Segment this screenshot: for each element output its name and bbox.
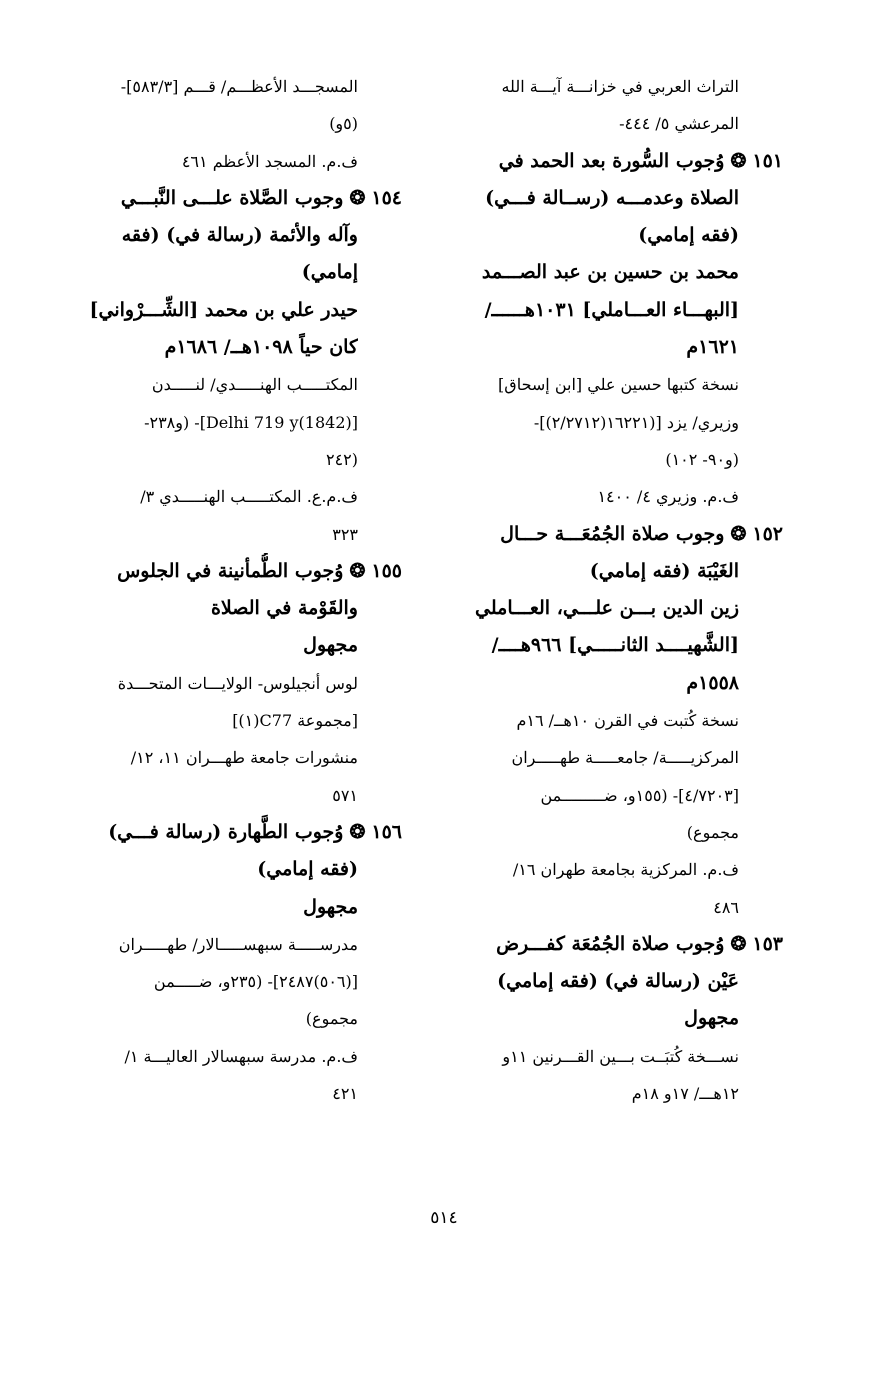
entry-title: وجوب صلاة الجُمُعَـــة حـــال [500,522,725,545]
entry-detail-text: [٤/٧٢٠٣]- (١٥٥و، ضـــــــــمن [540,785,739,805]
entry-number: ١٥٣ [752,932,783,955]
entry-detail-bold: محمد بن حسين بن عبد الصـــمد [481,261,739,284]
entry-detail-text: المسجـــد الأعظـــم/ قـــم [٥٨٣/٣]- [120,77,358,96]
entry-detail-bold: حيدر علي بن محمد [الشِّـــرْواني] [89,298,358,321]
entry-detail-text: التراث العربي في خزانـــة آيـــة الله [501,77,739,96]
entry-detail-bold: زين الدين بـــن علـــي، العـــاملي [475,597,739,620]
entry-detail-bold: (فقه إمامي) [638,224,739,247]
entry-detail-text: نسخة كتبها حسين علي [ابن إسحاق] [498,375,739,395]
entry-heading [447,516,783,553]
entry-heading [58,553,402,590]
entry-detail-bold: ١٦٢١م [686,336,739,359]
entry-detail-bold: إمامي) [301,261,358,284]
entry-detail-text: ٤٨٦ [713,897,739,917]
entry-number: ١٥٦ [371,820,402,843]
entry-detail-text: ف.م. المسجد الأعظم ٤٦١ [181,151,358,171]
entry-detail-bold: (فقه إمامي) [257,858,358,881]
entry-detail-text: (و٩٠- ١٠٢) [665,449,739,469]
asterisk-icon: ❂ [349,186,366,209]
entry-detail-text: ٥٧١ [332,785,358,805]
entry-detail-text: [مجموعة C77(١)] [232,711,358,731]
asterisk-icon: ❂ [349,559,366,582]
page-number: ٥١٤ [430,1208,458,1228]
entry-heading [447,143,783,180]
entry-detail-text: مجموع) [305,1009,358,1029]
entry-detail-text: مدرســـــة سبهســـــالار/ طهـــــران [118,934,358,954]
entry-detail-bold: مجهول [303,634,358,657]
entry-detail-bold: [البهـــاء العـــاملي] ١٠٣١هــــــ/ [484,298,739,321]
entry-title: وُجوب الطُّمأنينة في الجلوس [117,559,344,582]
entry-detail-text: لوس أنجيلوس- الولايـــات المتحـــدة [117,673,358,693]
asterisk-icon: ❂ [730,149,747,172]
entry-number: ١٥٤ [371,186,402,209]
entry-detail-text: (٥و) [329,114,358,134]
entry-detail-text: ٣٢٣ [332,524,358,544]
right-column [447,68,783,1112]
entry-title: وُجوب السُّورة بعد الحمد في [498,149,725,172]
entry-detail-bold: [الشَّهيــــد الثانـــــي] ٩٦٦هــــ/ [491,634,739,657]
entry-detail-bold: مجهول [303,895,358,918]
entry-detail-text: ف.م. المركزية بجامعة طهران ١٦/ [512,860,739,880]
entry-detail-bold: كان حياً ١٠٩٨هــ/ ١٦٨٦م [164,336,358,359]
entry-detail-bold: الصلاة وعدمـــه (رســالة فـــي) [485,186,739,209]
entry-detail-text: [(٥٠٦)٢٤٨٧]- (٢٣٥و، ضـــــمن [153,972,358,992]
entry-detail-text: [Delhi 719 y(1842)]- (و٢٣٨- [144,412,358,432]
entry-heading [58,180,402,217]
entry-detail-text: وزيري/ يزد [(١٦٢٢١(٢/٢٧١٢)]- [533,412,739,432]
entry-number: ١٥٥ [371,559,402,582]
entry-detail-bold: ١٥٥٨م [686,671,739,694]
entry-detail-text: منشورات جامعة طهـــران ١١، ١٢/ [130,748,358,768]
left-column [58,68,402,1112]
entry-detail-text: المركزيـــــة/ جامعـــــة طهـــــران [511,748,739,768]
entry-detail-text: (٢٤٢ [325,449,358,469]
asterisk-icon: ❂ [730,522,747,545]
entry-detail-bold: مجهول [684,1007,739,1030]
entry-detail-text: مجموع) [686,822,739,842]
entry-title: وُجوب الطَّهارة (رسالة فـــي) [108,820,344,843]
entry-title: وجوب الصَّلاة علـــى النَّبـــي [120,186,344,209]
entry-detail-text: ف.م. وزيري ٤/ ١٤٠٠ [597,487,739,507]
entry-heading [58,814,402,851]
entry-detail-text: نسخة كُتبت في القرن ١٠هــ/ ١٦م [516,711,739,731]
entry-detail-bold: وآله والأئمة (رسالة في) (فقه [121,224,358,247]
entry-detail-bold: والقَوْمة في الصلاة [210,597,358,620]
entry-title: وُجوب صلاة الجُمُعَة كفـــرض [496,932,725,955]
entry-detail-bold: الغَيْبَة (فقه إمامي) [589,559,739,582]
entry-detail-text: المرعشي ٥/ ٤٤٤- [619,114,739,134]
entry-detail-bold: عَيْن (رسالة في) (فقه إمامي) [497,970,739,993]
asterisk-icon: ❂ [349,820,366,843]
entry-detail-text: نســـخة كُتبَــت بـــين القـــرنين ١١و [502,1046,739,1066]
entry-heading [447,926,783,963]
asterisk-icon: ❂ [730,932,747,955]
entry-detail-text: ١٢هـــ/ ١٧و ١٨م [631,1084,739,1104]
entry-detail-text: المكتـــــب الهنـــــدي/ لنـــــدن [151,375,358,395]
entry-detail-text: ف.م.ع. المكتـــــب الهنـــــدي ٣/ [140,487,358,507]
entry-number: ١٥٢ [752,522,783,545]
entry-number: ١٥١ [752,149,783,172]
entry-detail-text: ف.م. مدرسة سبهسالار العاليـــة ١/ [124,1046,358,1066]
entry-detail-text: ٤٢١ [332,1084,358,1104]
